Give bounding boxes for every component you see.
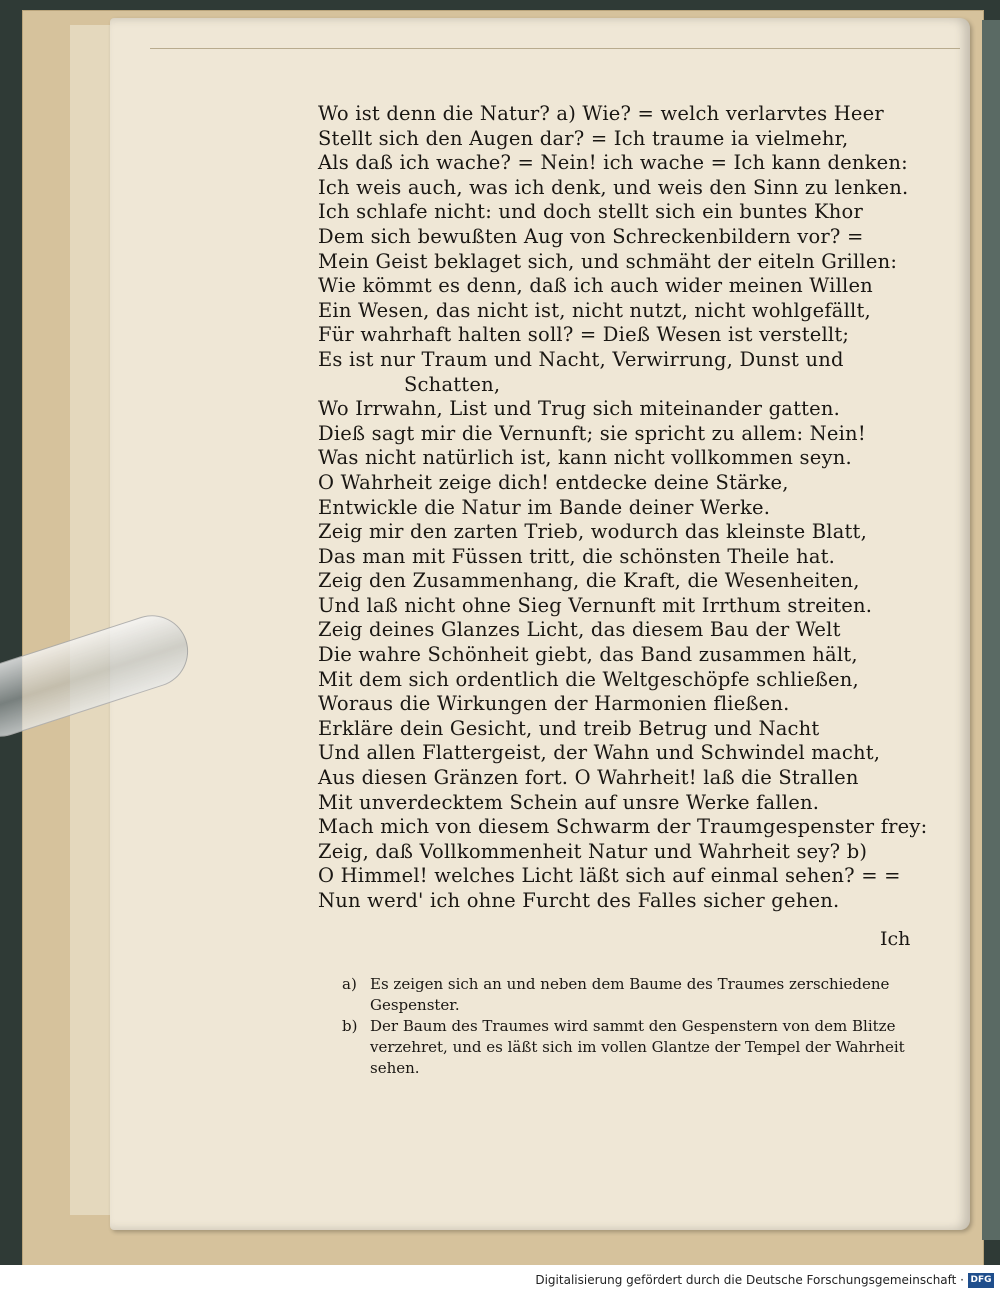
poem-line: Wo ist denn die Natur? a) Wie? = welch verlarvtes Heer xyxy=(318,102,884,125)
footer-credit: Digitalisierung gefördert durch die Deutsche Forschungsgemeinschaft · xyxy=(535,1273,964,1287)
poem-line: Zeig mir den zarten Trieb, wodurch das kleinste Blatt, xyxy=(318,520,867,544)
poem-line: Mit unverdecktem Schein auf unsre Werke fallen. xyxy=(318,790,820,814)
footnotes xyxy=(342,974,942,1079)
poem-line: Es ist nur Traum und Nacht, Verwirrung, Dunst und xyxy=(318,347,844,371)
footnote-text: Es zeigen sich an und neben dem Baume des Traumes zerschiedene Gespenster. xyxy=(370,975,890,1014)
dfg-logo: DFG xyxy=(968,1273,994,1288)
poem-line: Für wahrhaft halten soll? = Dieß Wesen ist verstellt; xyxy=(318,323,850,347)
poem-line: Zeig deines Glanzes Licht, das diesem Bau der Welt xyxy=(318,618,841,642)
poem-line: O Wahrheit zeige dich! entdecke deine Stärke, xyxy=(318,470,789,494)
poem-line: Wo Irrwahn, List und Trug sich miteinander gatten. xyxy=(318,397,841,421)
poem-line: Zeig den Zusammenhang, die Kraft, die Wesenheiten, xyxy=(318,569,860,593)
poem-line: Ich schlafe nicht: und doch stellt sich ein buntes Khor xyxy=(318,200,863,224)
scan-background-strip xyxy=(982,20,1000,1240)
poem-line: Und allen Flattergeist, der Wahn und Schwindel macht, xyxy=(318,741,881,765)
poem-text xyxy=(318,102,930,914)
poem-line: Zeig, daß Vollkommenheit Natur und Wahrheit sey? b) xyxy=(318,839,868,863)
footnote xyxy=(342,974,942,1016)
footnote-mark: a) xyxy=(342,975,357,993)
page-top-rule xyxy=(150,48,960,49)
poem-line: Was nicht natürlich ist, kann nicht vollkommen seyn. xyxy=(318,446,852,470)
poem-line: Schatten, xyxy=(404,372,501,396)
poem-line: Dieß sagt mir die Vernunft; sie spricht zu allem: Nein! xyxy=(318,421,866,445)
poem-line: Woraus die Wirkungen der Harmonien fließen. xyxy=(318,692,790,716)
poem-line: O Himmel! welches Licht läßt sich auf einmal sehen? = = xyxy=(318,864,901,888)
poem-line: Als daß ich wache? = Nein! ich wache = Ich kann denken: xyxy=(318,151,908,175)
poem-line: Mit dem sich ordentlich die Weltgeschöpfe schließen, xyxy=(318,667,859,691)
poem-line: Mein Geist beklaget sich, und schmäht der eiteln Grillen: xyxy=(318,249,898,273)
poem-line: Das man mit Füssen tritt, die schönsten Theile hat. xyxy=(318,544,836,568)
footnote xyxy=(342,1016,942,1079)
poem-line: Die wahre Schönheit giebt, das Band zusammen hält, xyxy=(318,643,858,667)
poem-line: Nun werd' ich ohne Furcht des Falles sicher gehen. xyxy=(318,889,840,912)
poem-line: Mach mich von diesem Schwarm der Traumgespenster frey: xyxy=(318,815,928,839)
poem-line: Ich weis auch, was ich denk, und weis den Sinn zu lenken. xyxy=(318,175,909,199)
poem-line: Aus diesen Gränzen fort. O Wahrheit! laß die Strallen xyxy=(318,766,859,790)
footnote-mark: b) xyxy=(342,1017,358,1035)
poem-line: Wie kömmt es denn, daß ich auch wider meinen Willen xyxy=(318,274,873,298)
poem-line: Stellt sich den Augen dar? = Ich traume ia vielmehr, xyxy=(318,126,849,150)
footnote-text: Der Baum des Traumes wird sammt den Gespenstern von dem Blitze verzehret, und es läßt sich im vollen Glantze der Tempel der Wahrheit sehen. xyxy=(370,1017,905,1077)
poem-line: Erkläre dein Gesicht, und treib Betrug und Nacht xyxy=(318,716,820,740)
catchword: Ich xyxy=(880,928,911,950)
poem-line: Und laß nicht ohne Sieg Vernunft mit Irrthum streiten. xyxy=(318,593,873,617)
poem-line: Ein Wesen, das nicht ist, nicht nutzt, nicht wohlgefällt, xyxy=(318,298,871,322)
poem-line: Dem sich bewußten Aug von Schreckenbildern vor? = xyxy=(318,224,864,248)
poem-line: Entwickle die Natur im Bande deiner Werke. xyxy=(318,495,771,519)
